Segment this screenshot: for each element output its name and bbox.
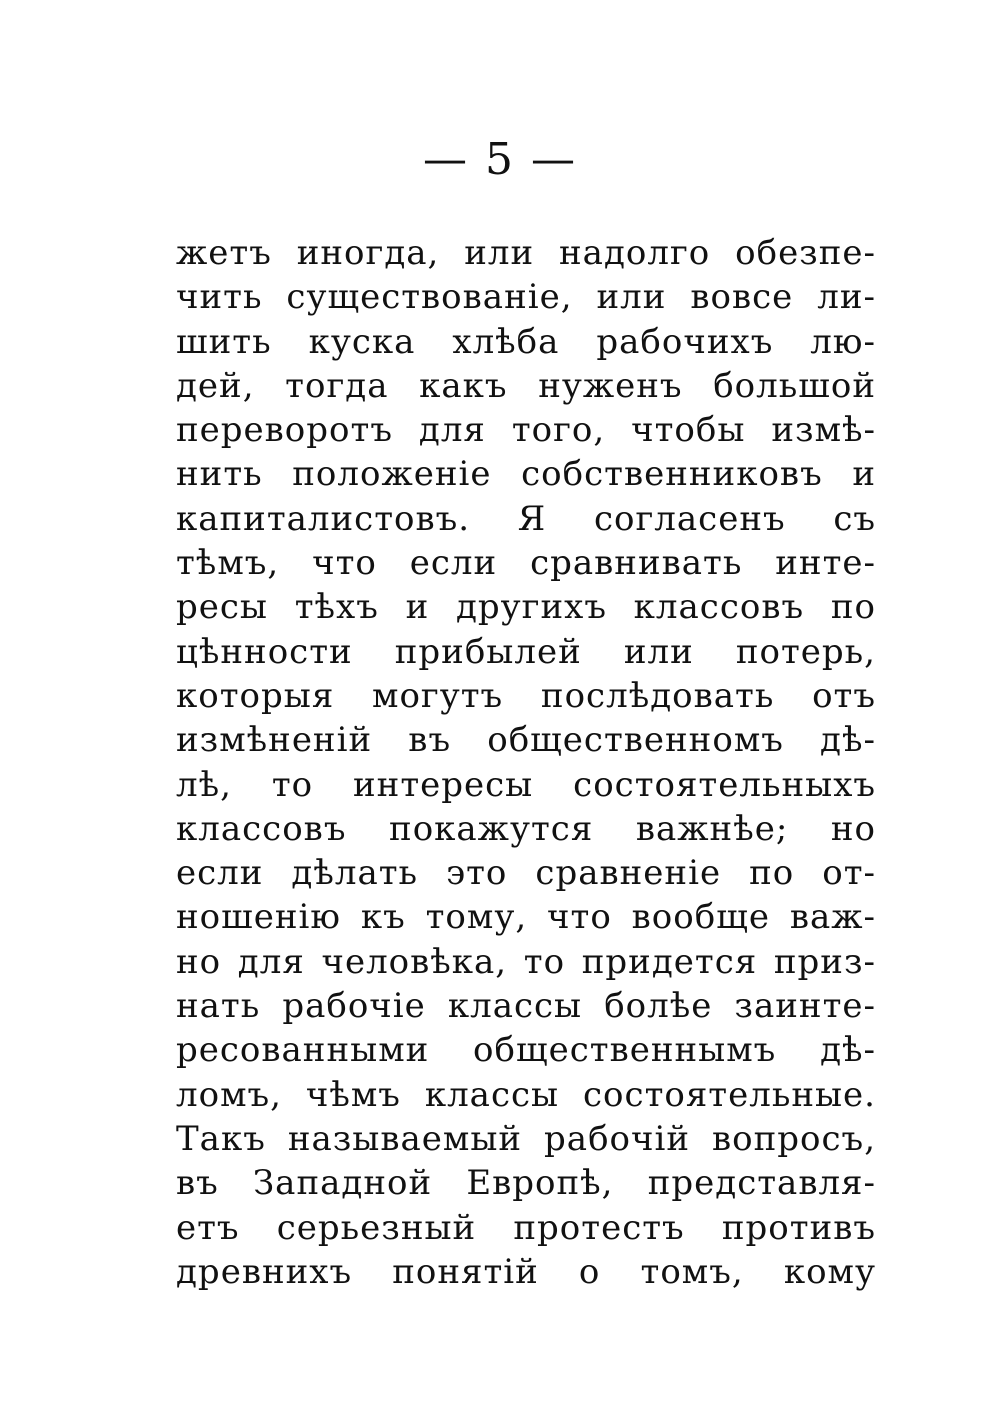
text-line: нать рабочіе классы болѣе заинте-: [176, 986, 876, 1027]
text-line: лѣ, то интересы состоятельныхъ: [176, 764, 876, 805]
text-line: тѣмъ, что если сравнивать инте-: [176, 543, 876, 584]
text-line: древнихъ понятій о томъ, кому: [176, 1251, 876, 1292]
text-line: ресованными общественнымъ дѣ-: [176, 1030, 876, 1071]
text-line: етъ серьезный протестъ противъ: [176, 1207, 876, 1248]
text-line: которыя могутъ послѣдовать отъ: [176, 675, 876, 716]
text-line: ломъ, чѣмъ классы состоятельные.: [176, 1074, 876, 1115]
body-text: [176, 231, 876, 1294]
text-line: классовъ покажутся важнѣе; но: [176, 808, 876, 849]
text-line: если дѣлать это сравненіе по от-: [176, 853, 876, 894]
text-line: въ Западной Европѣ, представля-: [176, 1163, 876, 1204]
text-line: ношенію къ тому, что вообще важ-: [176, 897, 876, 938]
text-line: жетъ иногда, или надолго обезпе-: [176, 233, 876, 273]
text-line: переворотъ для того, чтобы измѣ-: [176, 410, 876, 451]
text-line: чить существованіе, или вовсе ли-: [176, 277, 876, 318]
text-line: дей, тогда какъ нуженъ большой: [176, 365, 876, 406]
text-line: Такъ называемый рабочій вопросъ,: [176, 1118, 876, 1159]
text-line: цѣнности прибылей или потерь,: [176, 631, 876, 672]
text-line: капиталистовъ. Я согласенъ съ: [176, 498, 876, 539]
text-line: ресы тѣхъ и другихъ классовъ по: [176, 587, 876, 628]
page-number: — 5 —: [423, 134, 577, 185]
text-line: но для человѣка, то придется приз-: [176, 941, 876, 982]
text-line: шить куска хлѣба рабочихъ лю-: [176, 321, 876, 362]
text-line: нить положеніе собственниковъ и: [176, 454, 876, 495]
text-line: измѣненій въ общественномъ дѣ-: [176, 720, 876, 761]
